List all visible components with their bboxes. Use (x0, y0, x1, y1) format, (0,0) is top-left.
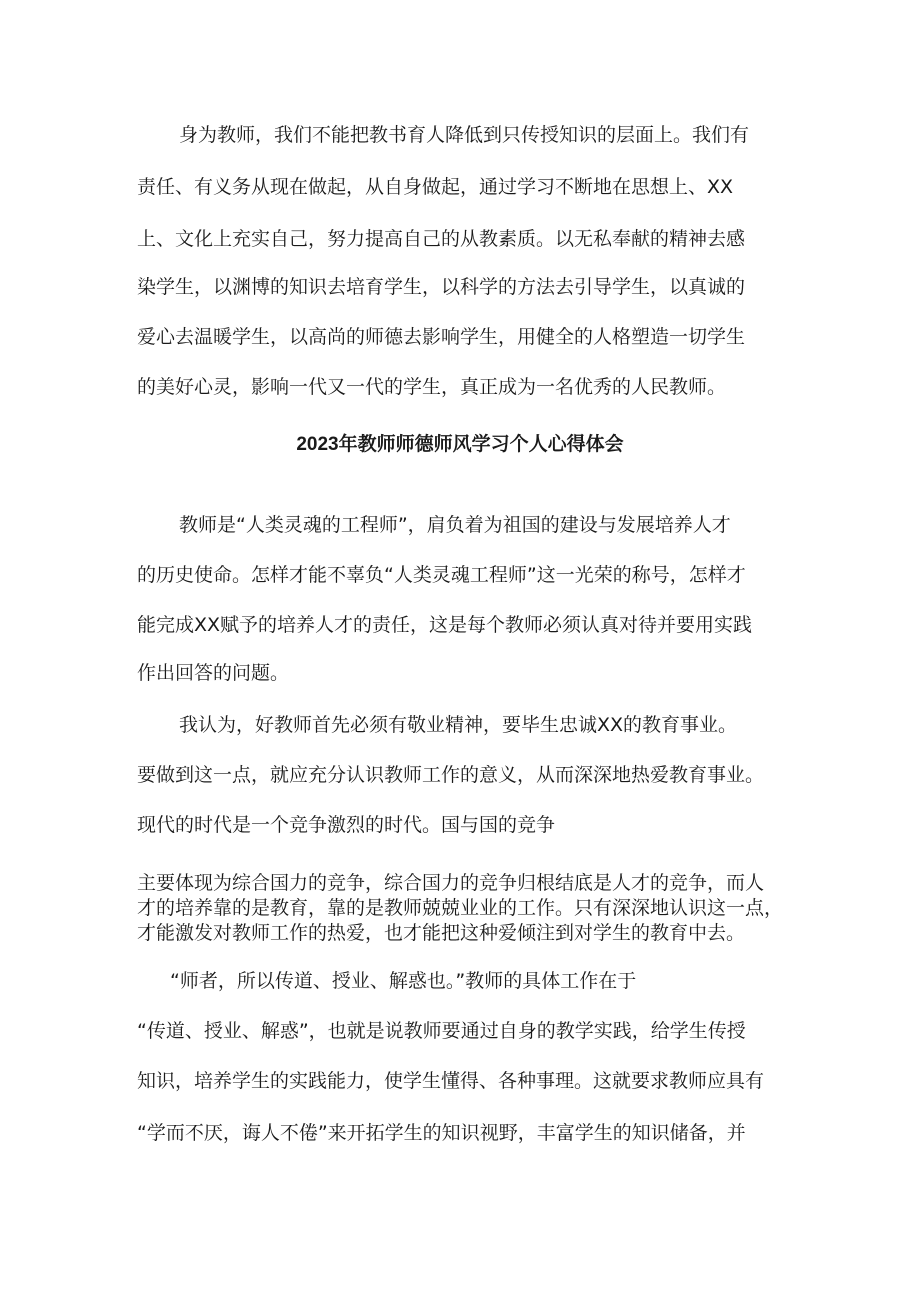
paragraph-1-line-4: 染学生，以渊博的知识去培育学生，以科学的方法去引导学生，以真诚的 (137, 276, 746, 298)
paragraph-1-line-1: 身为教师，我们不能把教书育人降低到只传授知识的层面上。我们有 (179, 124, 750, 146)
paragraph-1-line-5: 爱心去温暖学生，以高尚的师德去影响学生，用健全的人格塑造一切学生 (137, 326, 746, 348)
paragraph-3-line-1: 我认为，好教师首先必须有敬业精神，要毕生忠诚XX的教育事业。 (179, 714, 738, 736)
paragraph-4-line-3: 才能激发对教师工作的热爱，也才能把这种爱倾注到对学生的教育中去。 (137, 922, 746, 944)
paragraph-5-line-3: 知识，培养学生的实践能力，使学生懂得、各种事理。这就要求教师应具有 (137, 1070, 765, 1092)
paragraph-2-line-1: 教师是“人类灵魂的工程师”，肩负着为祖国的建设与发展培养人才 (179, 514, 731, 536)
paragraph-2-line-2: 的历史使命。怎样才能不辜负“人类灵魂工程师”这一光荣的称号，怎样才 (137, 564, 746, 586)
paragraph-2-line-4: 作出回答的问题。 (137, 662, 290, 684)
document-title: 2023年教师师德师风学习个人心得体会 (296, 434, 624, 455)
paragraph-5-line-2: “传道、授业、解惑”，也就是说教师要通过自身的教学实践，给学生传授 (137, 1020, 746, 1042)
paragraph-3-line-3: 现代的时代是一个竞争激烈的时代。国与国的竞争 (137, 814, 556, 836)
paragraph-1-line-3: 上、文化上充实自己，努力提高自己的从教素质。以无私奉献的精神去感 (137, 228, 746, 250)
paragraph-3-line-2: 要做到这一点，就应充分认识教师工作的意义，从而深深地热爱教育事业。 (137, 764, 765, 786)
paragraph-1-line-6: 的美好心灵，影响一代又一代的学生，真正成为一名优秀的人民教师。 (137, 376, 727, 398)
paragraph-5-line-4: “学而不厌，诲人不倦”来开拓学生的知识视野，丰富学生的知识储备，并 (137, 1122, 746, 1144)
paragraph-4-line-1: 主要体现为综合国力的竞争，综合国力的竞争归根结底是人才的竞争，而人 (137, 872, 765, 894)
paragraph-2-line-3: 能完成XX赋予的培养人才的责任，这是每个教师必须认真对待并要用实践 (137, 614, 753, 636)
paragraph-5-line-1: “师者，所以传道、授业、解惑也。”教师的具体工作在于 (170, 970, 637, 992)
paragraph-4-line-2: 才的培养靠的是教育，靠的是教师兢兢业业的工作。只有深深地认识这一点， (137, 897, 784, 919)
paragraph-1-line-2: 责任、有义务从现在做起，从自身做起，通过学习不断地在思想上、XX (137, 176, 734, 198)
